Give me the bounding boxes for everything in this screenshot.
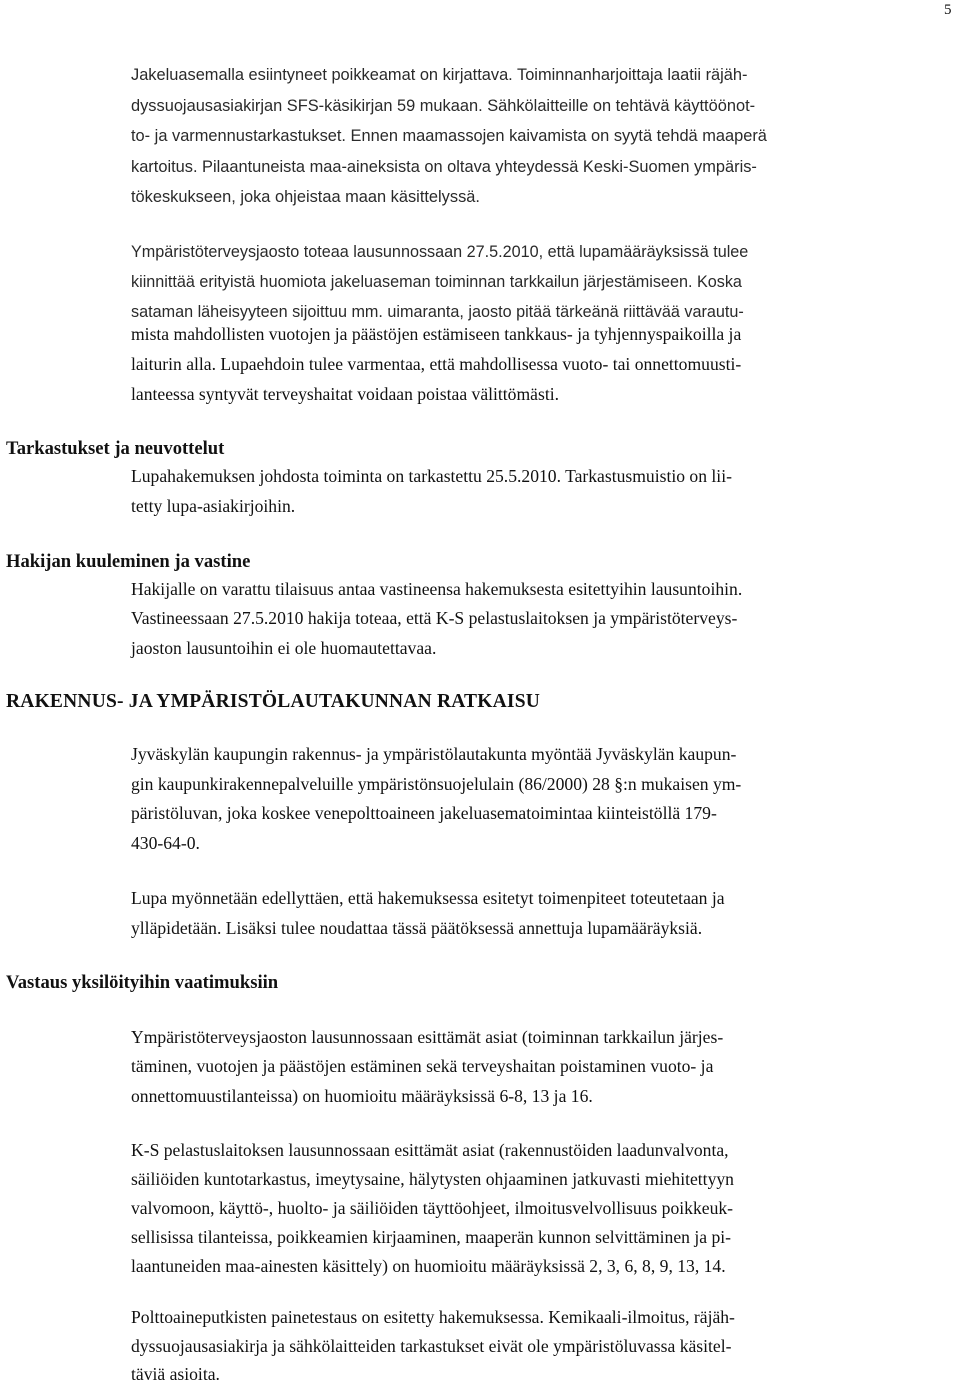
- vastaus-line: Ympäristöterveysjaoston lausunnossaan esittämät asiat (toiminnan tarkkailun järjes-: [131, 1027, 724, 1047]
- para2-line: sataman läheisyyteen sijoittuu mm. uimaranta, jaosto pitää tärkeänä riittävää varautu-: [131, 303, 744, 321]
- vastaus-line: K-S pelastuslaitoksen lausunnossaan esittämät asiat (rakennustöiden laadunvalvonta,: [131, 1140, 729, 1160]
- para2-line: mista mahdollisten vuotojen ja päästöjen estämiseen tankkaus- ja tyhjennyspaikoilla ja: [131, 324, 742, 344]
- tarkastukset-line: tetty lupa-asiakirjoihin.: [131, 496, 296, 516]
- ratkaisu-line: 430-64-0.: [131, 833, 200, 853]
- kuuleminen-line: jaoston lausuntoihin ei ole huomautettavaa.: [131, 638, 437, 658]
- vastaus-line: Polttoaineputkisten painetestaus on esitetty hakemuksessa. Kemikaali-ilmoitus, räjäh-: [131, 1307, 735, 1327]
- para1-line: kartoitus. Pilaantuneista maa-aineksista on oltava yhteydessä Keski-Suomen ympäris-: [131, 158, 757, 176]
- vastaus-line: dyssuojausasiakirja ja sähkölaitteiden tarkastukset eivät ole ympäristöluvassa käsitel-: [131, 1336, 732, 1356]
- ratkaisu-line: ylläpidetään. Lisäksi tulee noudattaa tässä päätöksessä annettuja lupamääräyksiä.: [131, 918, 703, 938]
- ratkaisu-line: Lupa myönnetään edellyttäen, että hakemuksessa esitetyt toimenpiteet toteutetaan ja: [131, 888, 725, 908]
- vastaus-line: täminen, vuotojen ja päästöjen estäminen sekä terveyshaitan poistaminen vuoto- ja: [131, 1056, 714, 1076]
- section-heading-kuuleminen: Hakijan kuuleminen ja vastine: [6, 551, 251, 572]
- vastaus-line: laantuneiden maa-ainesten käsittely) on huomioitu määräyksissä 2, 3, 6, 8, 9, 13, 14.: [131, 1256, 726, 1276]
- section-heading-vastaus: Vastaus yksilöityihin vaatimuksiin: [6, 972, 279, 993]
- vastaus-line: säiliöiden kuntotarkastus, imeytysaine, hälytysten ohjaaminen jatkuvasti miehitettyyn: [131, 1169, 734, 1189]
- para2-line: Ympäristöterveysjaosto toteaa lausunnossaan 27.5.2010, että lupamääräyksissä tulee: [131, 243, 749, 261]
- para1-line: dyssuojausasiakirjan SFS-käsikirjan 59 mukaan. Sähkölaitteille on tehtävä käyttöönot-: [131, 97, 756, 115]
- section-heading-tarkastukset: Tarkastukset ja neuvottelut: [6, 438, 225, 459]
- para2-line: laiturin alla. Lupaehdoin tulee varmentaa, että mahdollisessa vuoto- tai onnettomuusti-: [131, 354, 742, 374]
- tarkastukset-line: Lupahakemuksen johdosta toiminta on tarkastettu 25.5.2010. Tarkastusmuistio on lii-: [131, 466, 732, 486]
- vastaus-line: valvomoon, käyttö-, huolto- ja säiliöiden täyttöohjeet, ilmoitusvelvollisuus poikkeuk-: [131, 1198, 734, 1218]
- vastaus-line: täviä asioita.: [131, 1364, 220, 1384]
- para2-line: lanteessa syntyvät terveyshaitat voidaan poistaa välittömästi.: [131, 384, 559, 404]
- page-number: 5: [944, 2, 952, 18]
- ratkaisu-line: päristöluvan, joka koskee venepolttoaineen jakeluasematoimintaa kiinteistöllä 179-: [131, 803, 717, 823]
- para2-line: kiinnittää erityistä huomiota jakeluaseman toiminnan tarkkailun järjestämiseen. Koska: [131, 273, 742, 291]
- para1-line: to- ja varmennustarkastukset. Ennen maamassojen kaivamista on syytä tehdä maaperä: [131, 127, 767, 145]
- section-heading-ratkaisu: RAKENNUS- JA YMPÄRISTÖLAUTAKUNNAN RATKAISU: [6, 691, 541, 712]
- kuuleminen-line: Hakijalle on varattu tilaisuus antaa vastineensa hakemuksesta esitettyihin lausuntoihin.: [131, 579, 743, 599]
- vastaus-line: sellisissa tilanteissa, poikkeamien kirjaaminen, maaperän kunnon selvittäminen ja pi-: [131, 1227, 731, 1247]
- para1-line: Jakeluasemalla esiintyneet poikkeamat on kirjattava. Toiminnanharjoittaja laatii räjäh-: [131, 66, 748, 84]
- para1-line: tökeskukseen, joka ohjeistaa maan käsittelyssä.: [131, 188, 480, 206]
- kuuleminen-line: Vastineessaan 27.5.2010 hakija toteaa, että K-S pelastuslaitoksen ja ympäristöterveys-: [131, 608, 738, 628]
- vastaus-line: onnettomuustilanteissa) on huomioitu määräyksissä 6-8, 13 ja 16.: [131, 1086, 593, 1106]
- ratkaisu-line: Jyväskylän kaupungin rakennus- ja ympäristölautakunta myöntää Jyväskylän kaupun-: [131, 744, 737, 764]
- ratkaisu-line: gin kaupunkirakennepalveluille ympäristönsuojelulain (86/2000) 28 §:n mukaisen ym-: [131, 774, 742, 794]
